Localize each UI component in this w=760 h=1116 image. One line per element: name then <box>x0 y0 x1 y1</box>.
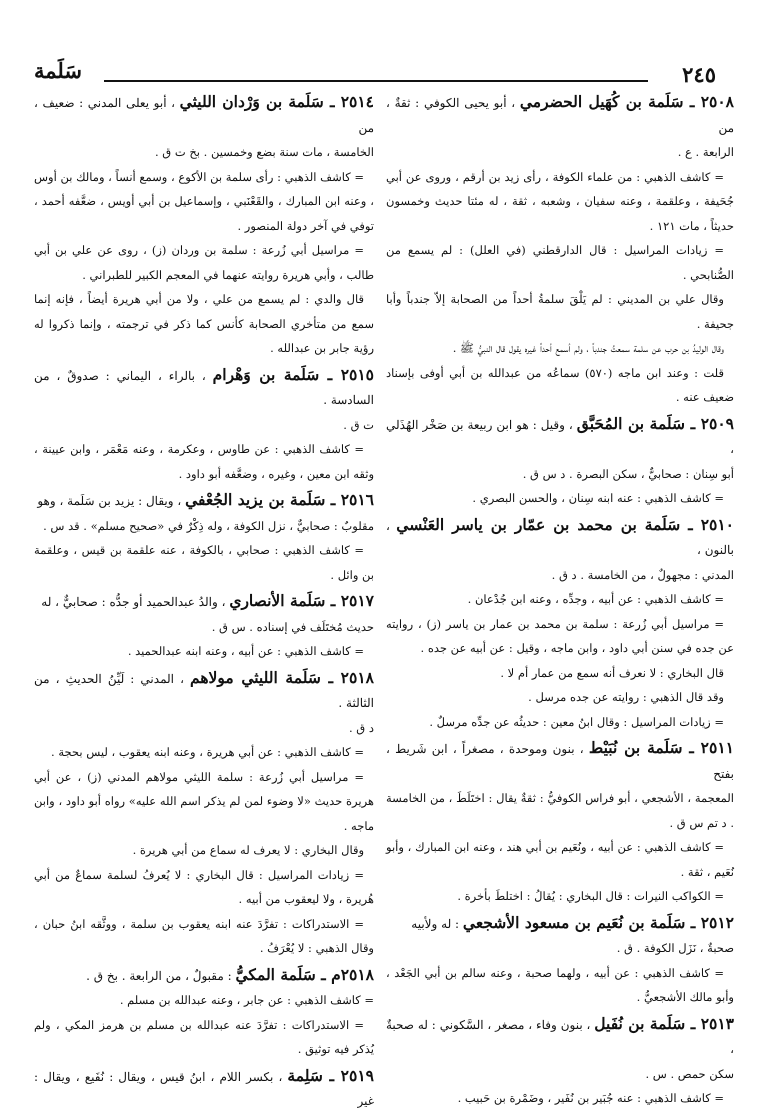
entry-paragraph: المعجمة ، الأشجعي ، أبو فراس الكوفيُّ : ثقةٌ يقال : اختَلَطَ ، من الخامسة . د تم س ق . <box>386 791 734 830</box>
entry-paragraph: = الكواكب النيرات : قال البخاري : يُقالُ : اختلطَ بأخرة . <box>457 889 724 903</box>
biography-entry <box>34 1064 374 1114</box>
biography-entry <box>386 911 734 1010</box>
entry-paragraph: المدني : مجهولٌ ، من الخامسة . د ق . <box>551 567 734 582</box>
entry-heading: ٢٥١٩ ـ سَلِمة <box>287 1065 374 1085</box>
entry-heading: ٢٥١٨م ـ سَلَمة المكيُّ <box>235 964 374 984</box>
entry-paragraph: = كاشف الذهبي : عنه ابنه سِنان ، والحسن البصري . <box>472 491 724 505</box>
entry-paragraph: وقال علي بن المديني : لم يَلْقَ سلمةُ أحداً من الصحابة إلاّ جندباً وأبا جحيفة . <box>386 292 734 331</box>
entry-paragraph: = الاستدراكات : تفرَّدَ عنه عبدالله بن مسلم بن هرمز المكي ، ولم يُذكر فيه توثيق . <box>34 1017 374 1056</box>
entry-heading: ٢٥١٢ ـ سَلَمة بن نُعَيم بن مسعود الأشجعي <box>462 912 734 932</box>
entry-paragraph: حديث مُختَلَف في إسناده . س ق . <box>211 619 374 634</box>
entry-paragraph: = كاشف الذهبي : عنه جُبَير بن نُفَير ، وضَمْرة بن حَبيب . <box>457 1091 724 1105</box>
entry-heading-line <box>34 363 374 413</box>
entry-heading-line <box>386 513 734 563</box>
entry-paragraph: د ق . <box>348 720 374 735</box>
entry-paragraph: = كاشف الذهبي : رأى سلمة بن الأكوع ، وسمع أنساً ، ومالك بن أوس ، وعنه ابن المبارك ، والقَعْنَبي ، وإسماعيل بن أبي أويس ، ضعَّفه أحمد ، توفي في آخر دولة المنصور . <box>34 169 374 233</box>
entry-paragraph: وقال الوليدُ بن حرب عن سلمة سمعتُ جندباً ، ولم أسمع أحداً غيره يقول قال النبيُّ ﷺ . <box>452 341 724 355</box>
biography-entry <box>34 363 374 487</box>
entry-heading-rest: ، أبو يعلى المدني : ضعيف ، من <box>34 96 374 135</box>
entry-heading-line <box>386 90 734 140</box>
entry-heading-line <box>34 963 374 989</box>
entry-paragraph: = كاشف الذهبي : عن جابر ، وعنه عبدالله بن مسلم . <box>119 993 374 1007</box>
entry-heading-rest: ، وقيل : هو ابن ربيعة بن صَخْر الهُذَلي ، <box>386 417 734 456</box>
right-column <box>386 90 734 1113</box>
entry-paragraph: = كاشف الذهبي : عن أبيه ، وجدِّه ، وعنه ابن جُدْعان . <box>467 592 724 606</box>
entry-paragraph: = مراسيل أبي زُرعة : سلمة بن محمد بن عمار بن ياسر (ز) ، روايته عن جده في سنن أبي داود ، وابن ماجه ، وقيل : عن أبيه عن جده . <box>386 616 734 655</box>
entry-heading-rest: ، والدُ عبدالحميد أو جدُّه : صحابيٌّ ، له <box>41 595 226 609</box>
entry-heading: ٢٥١٧ ـ سَلَمة الأنصاري <box>229 591 374 610</box>
entry-heading: ٢٥١٨ ـ سَلَمة الليثي مولاهم <box>190 667 374 687</box>
entry-heading-rest: ، بنون وفاء ، مصغر ، السَّكوني : له صحبةٌ ، <box>386 1017 734 1056</box>
entry-heading-rest: ، بالراء ، اليماني : صدوقٌ ، من السادسة . <box>34 368 374 407</box>
page-header <box>34 58 720 92</box>
entry-paragraph: صحبةٌ ، نَزَل الكوفة . ق . <box>616 941 734 955</box>
entry-paragraph: = زيادات المراسيل : وقال ابنُ معين : حديثُه عن جدِّه مرسلٌ . <box>429 714 724 729</box>
entry-heading-line <box>34 90 374 140</box>
entry-paragraph: وقد قال الذهبي : روايته عن جده مرسل . <box>528 690 724 704</box>
entry-heading: ٢٥١٣ ـ سَلَمة بن نُفَيل <box>594 1013 735 1033</box>
entry-heading: ٢٥١٠ ـ سَلَمة بن محمد بن عمّار بن ياسر العَنْسي <box>396 514 734 534</box>
entry-heading-rest: ، بالنون ، <box>386 518 734 557</box>
entry-heading: ٢٥١٥ ـ سَلَمة بن وَهْرام <box>212 364 374 384</box>
entry-paragraph: = كاشف الذهبي : عن أبيه ، ولهما صحبة ، وعنه سالم بن أبي الجَعْد ، وأبو مالك الأشجعيُّ . <box>386 965 734 1004</box>
left-column <box>34 90 374 1116</box>
entry-heading: ٢٥١٤ ـ سَلَمة بن وَرْدان الليثي <box>179 92 374 111</box>
entry-heading: ٢٥٠٨ ـ سَلَمة بن كُهَيل الحضرمي <box>519 92 734 111</box>
entry-heading-rest: ، ويقال : يزيد بن سَلَمة ، وهو <box>37 494 182 508</box>
entry-paragraph: قلت : وعند ابن ماجه (٥٧٠) سماعُه من عبدالله بن أبي أوفى بإسناد ضعيف عنه . <box>386 365 734 404</box>
biography-entry <box>386 513 734 735</box>
running-head: سَلَمة <box>34 58 82 83</box>
entry-heading-rest: : له ولأبيه <box>411 916 460 931</box>
entry-heading-line <box>386 911 734 937</box>
entry-heading: ٢٥١٦ ـ سَلَمة بن يزيد الجُعْفي <box>185 490 374 509</box>
entry-paragraph: الخامسة ، مات سنة بضع وخمسين . بخ ت ق . <box>154 145 374 159</box>
biography-entry <box>34 666 374 961</box>
biography-entry <box>386 412 734 511</box>
entry-paragraph: ت ق . <box>343 417 374 432</box>
entry-paragraph: = زيادات المراسيل : قال الدارقطني (في العلل) : لم يسمع من الصُّنابحي . <box>386 243 734 282</box>
entry-paragraph: الرابعة . ع . <box>677 145 734 159</box>
entry-paragraph: قال البخاري : لا نعرف أنه سمع من عمار أم لا . <box>500 665 724 680</box>
biography-entry <box>386 736 734 909</box>
entry-paragraph: = كاشف الذهبي : صحابي ، بالكوفة ، عنه علقمة بن قيس ، وعلقمة بن وائل . <box>34 543 374 582</box>
entry-heading-rest: ، بكسر اللام ، ابنُ قيس ، ويقال : نُفَيع ، ويقال : غير <box>34 1069 374 1108</box>
entry-paragraph: قال والدي : لم يسمع من علي ، ولا من أبي هريرة أيضاً ، فإنه إنما سمع من متأخري الصحابة كأنس كما ذكر في ترجمته ، وإنما ذكروا له رؤية جابر بن عبدالله . <box>34 292 374 355</box>
entry-heading-line <box>386 1012 734 1062</box>
entry-heading-line <box>34 589 374 615</box>
entry-paragraph: = كاشف الذهبي : عن أبي هريرة ، وعنه ابنه يعقوب ، ليس بحجة . <box>51 745 364 759</box>
biography-entry <box>386 1012 734 1111</box>
entry-paragraph: = زيادات المراسيل : قال البخاري : لا يُعرفُ لسلمة سماعٌ من أبي هُريرة ، ولا ليعقوب من أبيه . <box>34 867 374 906</box>
biography-entry <box>34 589 374 664</box>
page-number: ٢٤٥ <box>682 62 716 87</box>
biography-entry <box>34 963 374 1062</box>
biography-entry <box>34 488 374 587</box>
entry-heading-rest: ، أبو يحيى الكوفي : ثقةٌ ، من <box>386 96 734 135</box>
entry-heading-rest: ، بنون وموحدة ، مصغراً ، ابن شَريط ، بفتح <box>386 742 734 781</box>
entry-heading-line <box>34 488 374 514</box>
entry-heading-rest: : مقبولٌ ، من الرابعة . بخ ق . <box>86 968 232 983</box>
entry-paragraph: = كاشف الذهبي : من علماء الكوفة ، رأى زيد بن أرقم ، وروى عن أبي جُحَيفة ، وعلقمة ، وعنه سفيان ، وشعبه ، ثقة ، له مئتا حديث وخمسون حديثاً ، مات ١٢١ . <box>386 169 734 233</box>
biography-entry <box>34 90 374 361</box>
entry-paragraph: سكن حمص . س . <box>645 1066 734 1081</box>
header-rule <box>104 80 648 82</box>
entry-paragraph: = الاستدراكات : تفرَّدَ عنه ابنه يعقوب بن سلمة ، ووثَّقه ابنُ حبان ، وقال الذهبي : لا يُعْرَفُ . <box>34 916 374 955</box>
entry-paragraph: = كاشف الذهبي : عن طاوس ، وعكرمة ، وعنه مَعْمَر ، وابن عيينة ، وثقه ابن معين ، وغيره ، وضعَّفه أبو داود . <box>34 442 374 481</box>
entry-paragraph: وقال البخاري : لا يعرف له سماع من أبي هريرة . <box>132 843 364 857</box>
entry-heading: ٢٥١١ ـ سَلَمة بن نُبَيْط <box>588 738 734 757</box>
entry-paragraph: مقلوبٌ : صحابيٌّ ، نزل الكوفة ، وله ذِكْرٌ في «صحيح مسلم» . قد س . <box>43 518 374 533</box>
entry-heading-line <box>386 412 734 462</box>
entry-paragraph: أبو سِنان : صحابيٌّ ، سكن البصرة . د س ق . <box>522 466 734 481</box>
entry-heading-line <box>386 736 734 786</box>
entry-paragraph: = مراسيل أبي زُرعة : سلمة الليثي مولاهم المدني (ز) ، عن أبي هريرة حديث «لا وضوء لمن لم يذكر اسم الله عليه» رواه أبو داود ، وابن ماجه . <box>34 769 374 833</box>
biography-entry <box>386 90 734 410</box>
entry-heading-line <box>34 1064 374 1114</box>
entry-heading-line <box>34 666 374 716</box>
entry-paragraph: = كاشف الذهبي : عن أبيه ، وعنه ابنه عبدالحميد . <box>127 644 364 658</box>
entry-heading: ٢٥٠٩ ـ سَلَمة بن المُحَبَّق <box>576 413 734 433</box>
entry-paragraph: = مراسيل أبي زُرعة : سلمة بن وردان (ز) ، روى عن علي بن أبي طالب ، وأبي هريرة روايته عنهما في المعجم الكبير للطبراني . <box>34 243 374 282</box>
entry-paragraph: = كاشف الذهبي : عن أبيه ، ونُعَيم بن أبي هند ، وعنه ابن المبارك ، وأبو نُعَيم ، ثقة . <box>386 840 734 879</box>
entry-heading-rest: ، المدني : لَيِّنُ الحديثِ ، من الثالثة . <box>34 671 374 710</box>
